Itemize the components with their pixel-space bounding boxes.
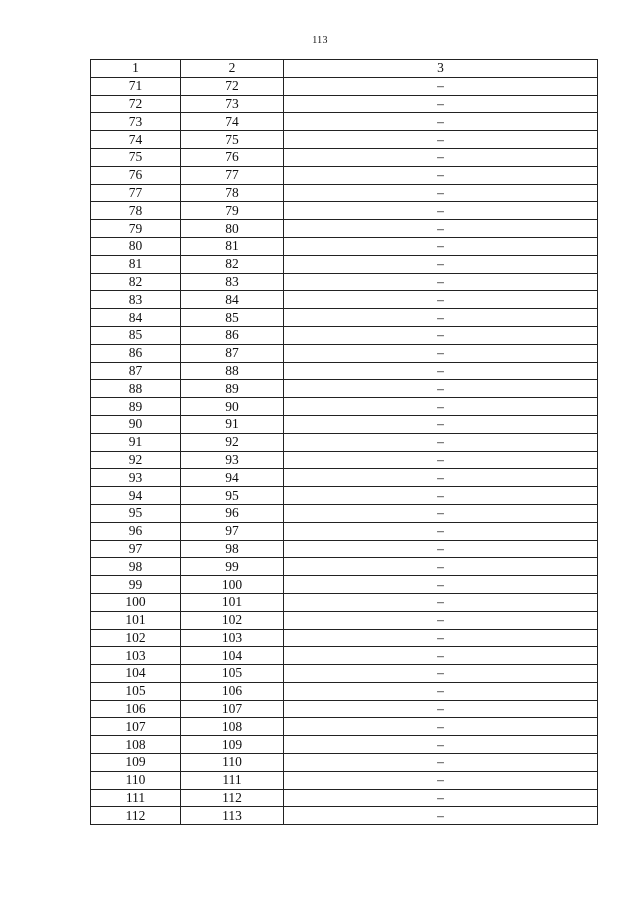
table-cell-col1: 98 — [91, 558, 181, 576]
table-cell-col2: 94 — [181, 469, 284, 487]
table-cell-col1: 88 — [91, 380, 181, 398]
table-cell-col2: 91 — [181, 415, 284, 433]
table-cell-col1: 80 — [91, 237, 181, 255]
table-cell-col2: 86 — [181, 326, 284, 344]
table-row — [91, 362, 598, 380]
table-cell-col1: 86 — [91, 344, 181, 362]
table-cell-col3: – — [284, 469, 598, 487]
table-cell-col2: 105 — [181, 665, 284, 683]
table-row — [91, 736, 598, 754]
table-cell-col2: 112 — [181, 789, 284, 807]
table-row — [91, 309, 598, 327]
table-cell-col2: 100 — [181, 576, 284, 594]
table-cell-col1: 101 — [91, 611, 181, 629]
table-cell-col2: 98 — [181, 540, 284, 558]
table-cell-col1: 83 — [91, 291, 181, 309]
table-cell-col3: – — [284, 629, 598, 647]
table-row — [91, 718, 598, 736]
table-cell-col3: – — [284, 326, 598, 344]
table-cell-col1: 89 — [91, 398, 181, 416]
table-row — [91, 611, 598, 629]
table-row — [91, 789, 598, 807]
table-row — [91, 202, 598, 220]
table-cell-col2: 95 — [181, 487, 284, 505]
table-row — [91, 113, 598, 131]
table-row — [91, 487, 598, 505]
table-row — [91, 593, 598, 611]
table-cell-col3: – — [284, 95, 598, 113]
table-cell-col3: – — [284, 77, 598, 95]
header-row — [91, 60, 598, 78]
table-cell-col2: 107 — [181, 700, 284, 718]
table-row — [91, 771, 598, 789]
table-cell-col2: 85 — [181, 309, 284, 327]
table-cell-col2: 101 — [181, 593, 284, 611]
table-cell-col3: – — [284, 113, 598, 131]
table-cell-col3: – — [284, 682, 598, 700]
table-cell-col2: 80 — [181, 220, 284, 238]
table-cell-col3: – — [284, 291, 598, 309]
table-cell-col3: – — [284, 309, 598, 327]
table-cell-col2: 74 — [181, 113, 284, 131]
table-cell-col1: 77 — [91, 184, 181, 202]
table-row — [91, 148, 598, 166]
table-row — [91, 237, 598, 255]
table-cell-col2: 72 — [181, 77, 284, 95]
table-cell-col3: – — [284, 771, 598, 789]
table-row — [91, 220, 598, 238]
page-number: 113 — [312, 35, 328, 46]
table-cell-col1: 109 — [91, 754, 181, 772]
table-cell-col3: – — [284, 255, 598, 273]
table-cell-col3: – — [284, 558, 598, 576]
table-row — [91, 166, 598, 184]
column-header-2: 2 — [181, 60, 284, 78]
table-cell-col1: 105 — [91, 682, 181, 700]
table-cell-col3: – — [284, 593, 598, 611]
table-cell-col2: 79 — [181, 202, 284, 220]
table-cell-col2: 84 — [181, 291, 284, 309]
table-cell-col3: – — [284, 362, 598, 380]
table-cell-col3: – — [284, 540, 598, 558]
table-row — [91, 522, 598, 540]
table-cell-col2: 78 — [181, 184, 284, 202]
table-cell-col2: 75 — [181, 131, 284, 149]
table-cell-col1: 87 — [91, 362, 181, 380]
table-row — [91, 576, 598, 594]
table-cell-col2: 73 — [181, 95, 284, 113]
table-cell-col1: 102 — [91, 629, 181, 647]
table-cell-col1: 76 — [91, 166, 181, 184]
table-cell-col3: – — [284, 754, 598, 772]
table-cell-col1: 85 — [91, 326, 181, 344]
table-cell-col3: – — [284, 700, 598, 718]
table-cell-col2: 106 — [181, 682, 284, 700]
table-cell-col3: – — [284, 451, 598, 469]
table-cell-col2: 90 — [181, 398, 284, 416]
table-cell-col3: – — [284, 647, 598, 665]
table-body — [91, 77, 598, 824]
table-cell-col2: 108 — [181, 718, 284, 736]
table-row — [91, 398, 598, 416]
column-header-3: 3 — [284, 60, 598, 78]
table-row — [91, 380, 598, 398]
table-cell-col1: 90 — [91, 415, 181, 433]
table-cell-col3: – — [284, 611, 598, 629]
table-cell-col1: 94 — [91, 487, 181, 505]
table-cell-col3: – — [284, 807, 598, 825]
table-cell-col3: – — [284, 522, 598, 540]
table-cell-col1: 99 — [91, 576, 181, 594]
table-cell-col2: 113 — [181, 807, 284, 825]
table-cell-col2: 76 — [181, 148, 284, 166]
table-cell-col2: 77 — [181, 166, 284, 184]
table-cell-col1: 92 — [91, 451, 181, 469]
table-header — [91, 60, 598, 78]
table-cell-col3: – — [284, 166, 598, 184]
table-row — [91, 433, 598, 451]
table-cell-col1: 82 — [91, 273, 181, 291]
table-cell-col2: 93 — [181, 451, 284, 469]
table-cell-col1: 79 — [91, 220, 181, 238]
table-row — [91, 415, 598, 433]
table-cell-col3: – — [284, 576, 598, 594]
table-row — [91, 344, 598, 362]
table-cell-col1: 78 — [91, 202, 181, 220]
table-cell-col1: 81 — [91, 255, 181, 273]
table-row — [91, 77, 598, 95]
table-cell-col2: 82 — [181, 255, 284, 273]
table-cell-col1: 95 — [91, 504, 181, 522]
table-cell-col1: 91 — [91, 433, 181, 451]
table-cell-col3: – — [284, 665, 598, 683]
table-row — [91, 184, 598, 202]
table-cell-col1: 71 — [91, 77, 181, 95]
table-cell-col1: 73 — [91, 113, 181, 131]
table-cell-col2: 83 — [181, 273, 284, 291]
table-cell-col2: 89 — [181, 380, 284, 398]
table-cell-col3: – — [284, 789, 598, 807]
column-header-1: 1 — [91, 60, 181, 78]
table-row — [91, 807, 598, 825]
table-cell-col1: 75 — [91, 148, 181, 166]
table-row — [91, 629, 598, 647]
table-cell-col1: 100 — [91, 593, 181, 611]
table-cell-col1: 96 — [91, 522, 181, 540]
data-table — [90, 59, 598, 825]
table-row — [91, 131, 598, 149]
table-row — [91, 95, 598, 113]
table-row — [91, 700, 598, 718]
table-row — [91, 682, 598, 700]
table-cell-col1: 103 — [91, 647, 181, 665]
table-cell-col1: 97 — [91, 540, 181, 558]
table-cell-col2: 96 — [181, 504, 284, 522]
table-cell-col1: 108 — [91, 736, 181, 754]
table-cell-col3: – — [284, 415, 598, 433]
table-cell-col3: – — [284, 273, 598, 291]
table-cell-col2: 92 — [181, 433, 284, 451]
table-row — [91, 754, 598, 772]
table-cell-col3: – — [284, 433, 598, 451]
table-cell-col3: – — [284, 202, 598, 220]
table-cell-col2: 109 — [181, 736, 284, 754]
table-cell-col1: 84 — [91, 309, 181, 327]
table-row — [91, 647, 598, 665]
table-row — [91, 326, 598, 344]
table-row — [91, 665, 598, 683]
table-cell-col3: – — [284, 736, 598, 754]
table-cell-col2: 103 — [181, 629, 284, 647]
table-cell-col1: 104 — [91, 665, 181, 683]
table-cell-col1: 72 — [91, 95, 181, 113]
table-row — [91, 469, 598, 487]
table-row — [91, 291, 598, 309]
table-row — [91, 558, 598, 576]
table-cell-col2: 97 — [181, 522, 284, 540]
table-cell-col3: – — [284, 718, 598, 736]
table-cell-col1: 74 — [91, 131, 181, 149]
table-cell-col2: 81 — [181, 237, 284, 255]
table-cell-col2: 88 — [181, 362, 284, 380]
table-row — [91, 255, 598, 273]
table-cell-col2: 111 — [181, 771, 284, 789]
table-cell-col3: – — [284, 380, 598, 398]
table-cell-col3: – — [284, 237, 598, 255]
table-cell-col2: 87 — [181, 344, 284, 362]
table-cell-col1: 112 — [91, 807, 181, 825]
table-row — [91, 451, 598, 469]
table-cell-col3: – — [284, 184, 598, 202]
table-cell-col2: 99 — [181, 558, 284, 576]
table-cell-col3: – — [284, 220, 598, 238]
table-row — [91, 504, 598, 522]
table-cell-col1: 93 — [91, 469, 181, 487]
table-row — [91, 540, 598, 558]
table-row — [91, 273, 598, 291]
table-cell-col3: – — [284, 487, 598, 505]
table-cell-col1: 111 — [91, 789, 181, 807]
table-cell-col2: 110 — [181, 754, 284, 772]
table-cell-col1: 107 — [91, 718, 181, 736]
table-cell-col3: – — [284, 131, 598, 149]
table-cell-col2: 102 — [181, 611, 284, 629]
table-cell-col1: 106 — [91, 700, 181, 718]
table-cell-col3: – — [284, 504, 598, 522]
table-cell-col3: – — [284, 398, 598, 416]
table-cell-col1: 110 — [91, 771, 181, 789]
table-cell-col2: 104 — [181, 647, 284, 665]
table-cell-col3: – — [284, 148, 598, 166]
table-cell-col3: – — [284, 344, 598, 362]
